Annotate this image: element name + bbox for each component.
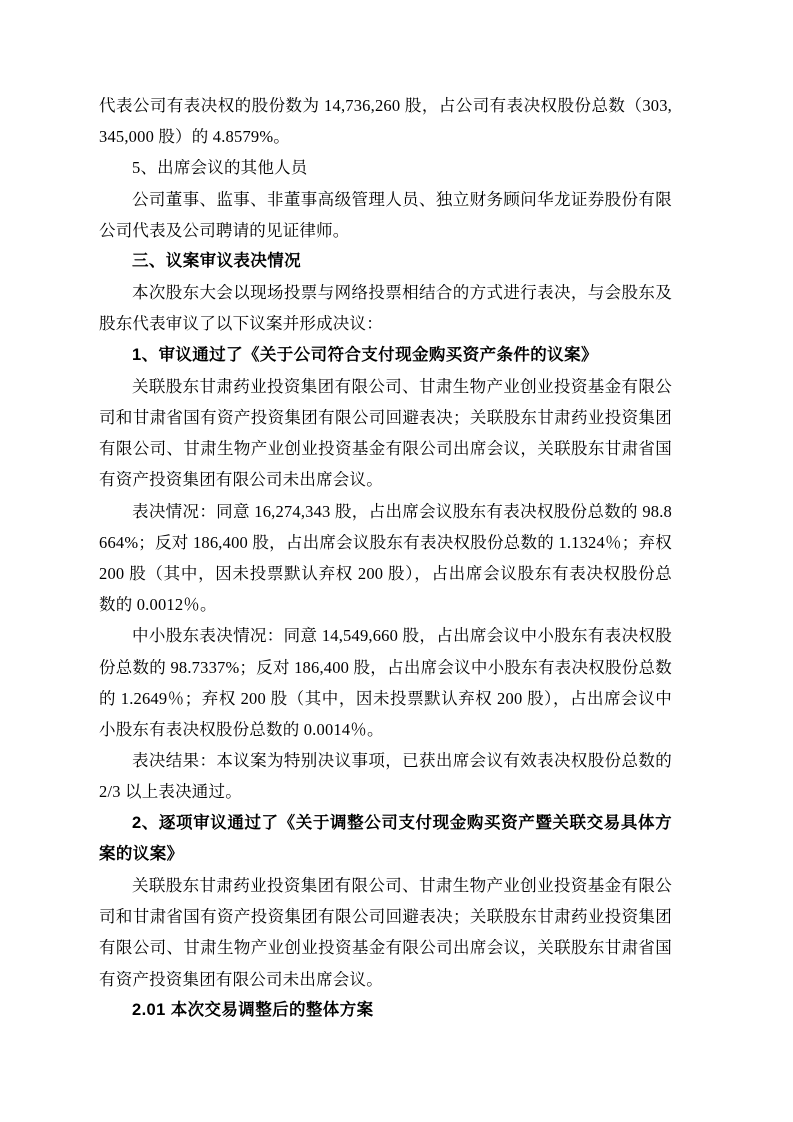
para-proposal-1-conclusion: 表决结果：本议案为特别决议事项，已获出席会议有效表决权股份总数的 2/3 以上表决通过。 [99, 751, 672, 802]
para-proposal-1-vote-result: 表决情况：同意 16,274,343 股，占出席会议股东有表决权股份总数的 98.8664%；反对 186,400 股，占出席会议股东有表决权股份总数的 1.1324％；弃权 200 股（其中，因未投票默认弃权 200 股），占出席会议股东有表决权股份总数的 0.0012％。 [99, 501, 672, 615]
para-proposal-1-minority-vote: 中小股东表决情况：同意 14,549,660 股，占出席会议中小股东有表决权股份总数的 98.7337%；反对 186,400 股，占出席会议中小股东有表决权股份总数的 1.2649％；弃权 200 股（其中，因未投票默认弃权 200 股），占出席会议中小股东有表决权股份总数的 0.0014％。 [99, 626, 672, 740]
section-3-heading: 三、议案审议表决情况 [132, 252, 301, 271]
para-proposal-2-recusal: 关联股东甘肃药业投资集团有限公司、甘肃生物产业创业投资基金有限公司和甘肃省国有资产投资集团有限公司回避表决；关联股东甘肃药业投资集团有限公司、甘肃生物产业创业投资基金有限公司出席会议，关联股东甘肃省国有资产投资集团有限公司未出席会议。 [99, 876, 672, 989]
para-voting-shares-continued: 代表公司有表决权的股份数为 14,736,260 股，占公司有表决权股份总数（303,345,000 股）的 4.8579%。 [99, 96, 672, 147]
para-other-attendees-detail: 公司董事、监事、非董事高级管理人员、独立财务顾问华龙证券股份有限公司代表及公司聘请的见证律师。 [99, 189, 672, 240]
para-proposal-1-recusal: 关联股东甘肃药业投资集团有限公司、甘肃生物产业创业投资基金有限公司和甘肃省国有资产投资集团有限公司回避表决；关联股东甘肃药业投资集团有限公司、甘肃生物产业创业投资基金有限公司出席会议，关联股东甘肃省国有资产投资集团有限公司未出席会议。 [99, 376, 672, 490]
proposal-2-heading: 2、逐项审议通过了《关于调整公司支付现金购买资产暨关联交易具体方案的议案》 [99, 813, 672, 863]
para-voting-method: 本次股东大会以现场投票与网络投票相结合的方式进行表决，与会股东及股东代表审议了以下议案并形成决议： [99, 283, 672, 334]
document-body [99, 90, 672, 1026]
heading-2-01-overall-plan: 2.01 本次交易调整后的整体方案 [132, 1000, 374, 1019]
proposal-1-heading: 1、审议通过了《关于公司符合支付现金购买资产条件的议案》 [132, 345, 598, 364]
item-5-other-attendees: 5、出席会议的其他人员 [132, 158, 308, 178]
